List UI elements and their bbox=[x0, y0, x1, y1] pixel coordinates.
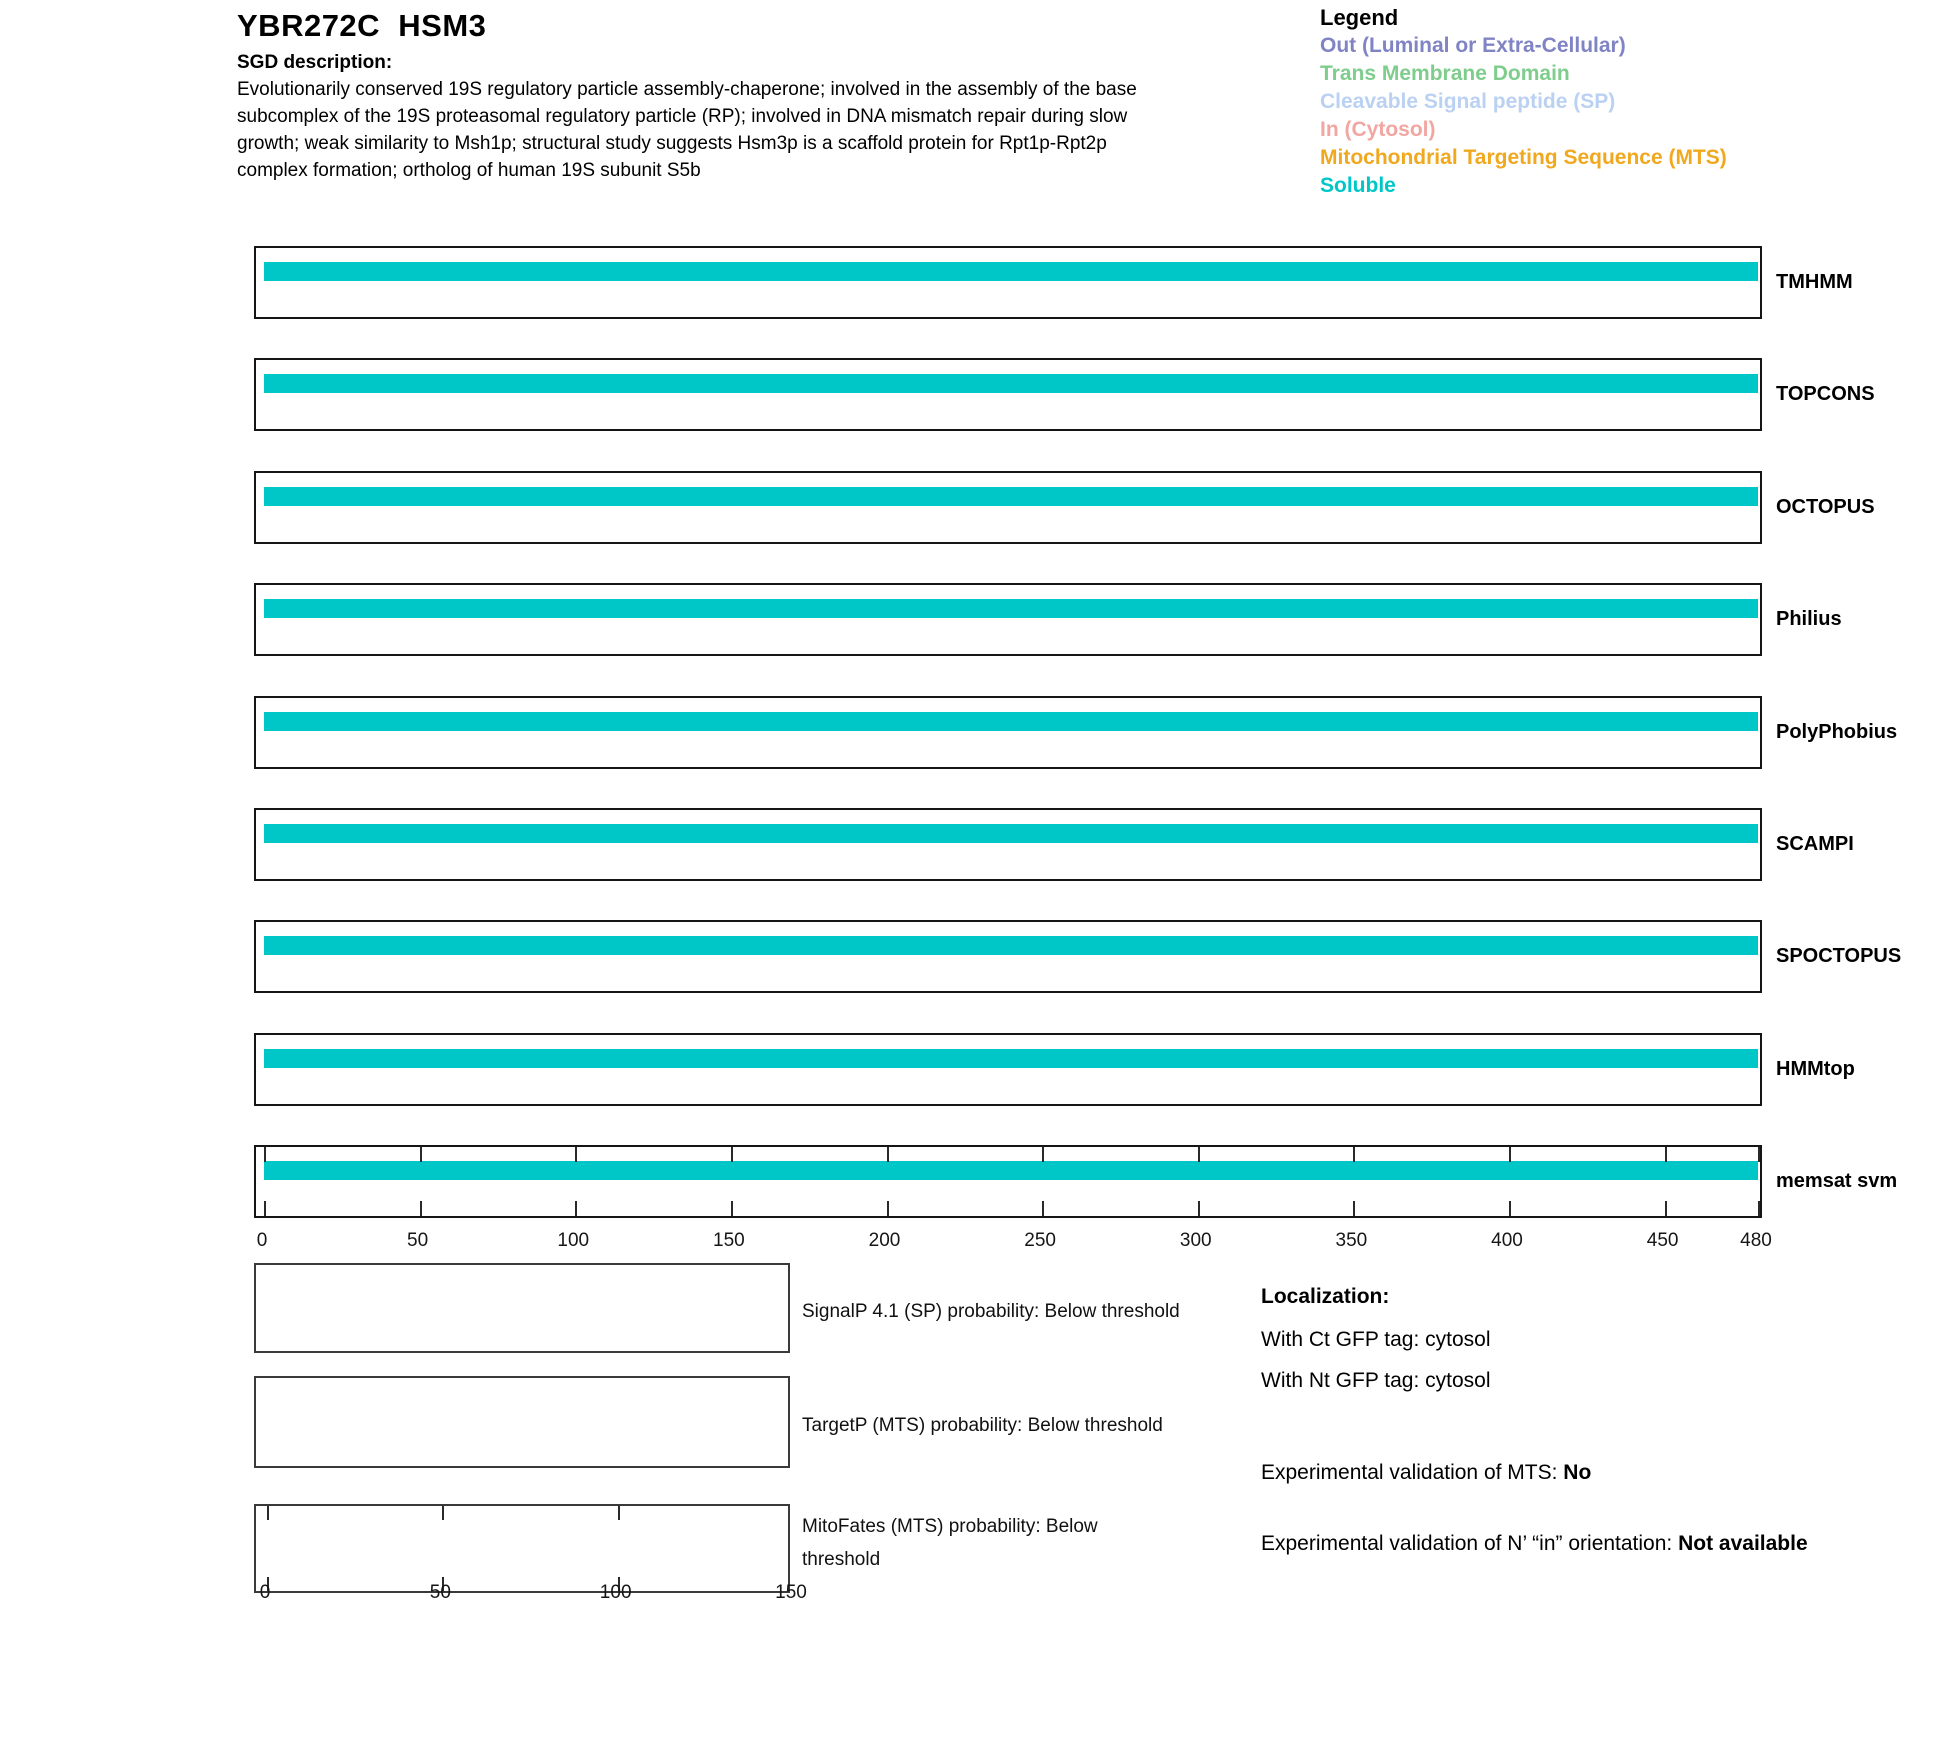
main-axis-tick-label: 250 bbox=[1024, 1230, 1056, 1251]
predictor-label-scampi: SCAMPI bbox=[1776, 833, 1854, 855]
main-axis-tick-label: 450 bbox=[1646, 1230, 1679, 1251]
axis-tick bbox=[1198, 1147, 1200, 1162]
mts-validation-label: Experimental validation of MTS: bbox=[1261, 1461, 1564, 1484]
axis-tick bbox=[618, 1506, 620, 1520]
axis-tick bbox=[1665, 1201, 1667, 1216]
targetp-panel bbox=[254, 1376, 790, 1468]
axis-tick bbox=[731, 1147, 733, 1162]
legend-item-cleavable: Cleavable Signal peptide (SP) bbox=[1320, 90, 1616, 113]
soluble-bar bbox=[264, 1049, 1758, 1068]
predictor-box-topcons bbox=[254, 358, 1762, 431]
localization-nt-gfp: With Nt GFP tag: cytosol bbox=[1261, 1369, 1491, 1392]
predictor-label-polyphobius: PolyPhobius bbox=[1776, 721, 1898, 743]
mts-validation bbox=[1261, 1461, 1591, 1485]
axis-tick bbox=[887, 1201, 889, 1216]
main-axis-tick-label: 0 bbox=[256, 1230, 268, 1251]
signalp-panel-caption: SignalP 4.1 (SP) probability: Below threshold bbox=[802, 1301, 1180, 1322]
axis-tick bbox=[575, 1147, 577, 1162]
axis-tick bbox=[731, 1201, 733, 1216]
main-axis-tick-label: 100 bbox=[557, 1230, 590, 1251]
page-title: YBR272C HSM3 bbox=[237, 8, 487, 43]
predictor-box-philius bbox=[254, 583, 1762, 656]
main-axis-tick-label: 480 bbox=[1740, 1230, 1772, 1251]
main-axis-tick-label: 50 bbox=[407, 1230, 429, 1251]
predictor-label-memsat-svm: memsat svm bbox=[1776, 1170, 1898, 1192]
predictor-box-octopus bbox=[254, 471, 1762, 544]
axis-tick bbox=[1758, 1201, 1760, 1216]
predictor-label-octopus: OCTOPUS bbox=[1776, 496, 1875, 518]
orientation-validation-value: Not available bbox=[1678, 1532, 1808, 1555]
legend bbox=[1320, 4, 1727, 200]
legend-title: Legend bbox=[1320, 5, 1399, 30]
soluble-bar bbox=[264, 1161, 1758, 1180]
predictor-label-spoctopus: SPOCTOPUS bbox=[1776, 945, 1902, 967]
mitofates-axis-tick-label: 50 bbox=[429, 1582, 451, 1603]
main-axis-tick-label: 200 bbox=[868, 1230, 901, 1251]
main-axis-tick-label: 350 bbox=[1335, 1230, 1368, 1251]
axis-tick bbox=[264, 1147, 266, 1162]
main-axis-tick-label: 150 bbox=[713, 1230, 745, 1251]
main-axis-tick-label: 400 bbox=[1491, 1230, 1523, 1251]
localization-heading: Localization: bbox=[1261, 1285, 1390, 1308]
predictor-label-tmhmm: TMHMM bbox=[1776, 271, 1853, 293]
legend-item-mitochondrial: Mitochondrial Targeting Sequence (MTS) bbox=[1320, 146, 1727, 169]
soluble-bar bbox=[264, 712, 1758, 731]
soluble-bar bbox=[264, 374, 1758, 393]
axis-tick bbox=[1353, 1147, 1355, 1162]
axis-tick bbox=[1509, 1147, 1511, 1162]
axis-tick bbox=[1353, 1201, 1355, 1216]
main-axis-tick-label: 300 bbox=[1179, 1230, 1212, 1251]
localization-ct-gfp: With Ct GFP tag: cytosol bbox=[1261, 1328, 1491, 1351]
signalp-panel bbox=[254, 1263, 790, 1353]
axis-tick bbox=[420, 1147, 422, 1162]
soluble-bar bbox=[264, 262, 1758, 281]
predictor-box-polyphobius bbox=[254, 696, 1762, 769]
axis-tick bbox=[887, 1147, 889, 1162]
soluble-bar bbox=[264, 936, 1758, 955]
soluble-bar bbox=[264, 599, 1758, 618]
predictor-box-spoctopus bbox=[254, 920, 1762, 993]
axis-tick bbox=[420, 1201, 422, 1216]
sgd-description-text bbox=[237, 76, 1137, 184]
legend-item-in: In (Cytosol) bbox=[1320, 118, 1436, 141]
axis-tick bbox=[442, 1506, 444, 1520]
mitofates-panel bbox=[254, 1504, 790, 1593]
sgd-description-label: SGD description: bbox=[237, 52, 393, 73]
axis-tick bbox=[264, 1201, 266, 1216]
axis-tick bbox=[1665, 1147, 1667, 1162]
axis-tick bbox=[1509, 1201, 1511, 1216]
legend-item-out: Out (Luminal or Extra-Cellular) bbox=[1320, 34, 1626, 57]
soluble-bar bbox=[264, 824, 1758, 843]
targetp-panel-caption: TargetP (MTS) probability: Below threshold bbox=[802, 1415, 1163, 1436]
mitofates-panel-caption: MitoFates (MTS) probability: Below threshold bbox=[802, 1516, 1098, 1570]
axis-tick bbox=[267, 1506, 269, 1520]
axis-tick bbox=[575, 1201, 577, 1216]
axis-tick bbox=[1042, 1147, 1044, 1162]
predictor-box-scampi bbox=[254, 808, 1762, 881]
mitofates-axis-tick-label: 0 bbox=[259, 1582, 271, 1603]
predictor-label-hmmtop: HMMtop bbox=[1776, 1058, 1855, 1080]
orientation-validation-label: Experimental validation of N’ “in” orientation: bbox=[1261, 1532, 1679, 1555]
predictor-box-memsat-svm bbox=[254, 1145, 1762, 1218]
soluble-bar bbox=[264, 487, 1758, 506]
axis-tick bbox=[1042, 1201, 1044, 1216]
predictor-label-philius: Philius bbox=[1776, 608, 1842, 630]
orientation-validation bbox=[1261, 1526, 1826, 1561]
predictor-label-topcons: TOPCONS bbox=[1776, 383, 1875, 405]
legend-item-soluble: Soluble bbox=[1320, 174, 1396, 197]
axis-tick bbox=[1758, 1147, 1760, 1162]
mitofates-axis-tick-label: 100 bbox=[599, 1582, 632, 1603]
predictor-box-tmhmm bbox=[254, 246, 1762, 319]
sgd-description-line: growth; weak similarity to Msh1p; structural study suggests Hsm3p is a scaffold protein for Rpt1p-Rpt2p bbox=[237, 133, 1107, 154]
legend-item-trans: Trans Membrane Domain bbox=[1320, 62, 1570, 85]
axis-tick bbox=[1198, 1201, 1200, 1216]
sgd-description-line: complex formation; ortholog of human 19S subunit S5b bbox=[237, 160, 701, 181]
predictor-box-hmmtop bbox=[254, 1033, 1762, 1106]
sgd-description-line: subcomplex of the 19S proteasomal regulatory particle (RP); involved in DNA mismatch repair during slow bbox=[237, 106, 1128, 127]
mts-validation-value: No bbox=[1563, 1461, 1592, 1484]
sgd-description-line: Evolutionarily conserved 19S regulatory particle assembly-chaperone; involved in the assembly of the base bbox=[237, 79, 1137, 100]
mitofates-axis-tick-label: 150 bbox=[775, 1582, 807, 1603]
